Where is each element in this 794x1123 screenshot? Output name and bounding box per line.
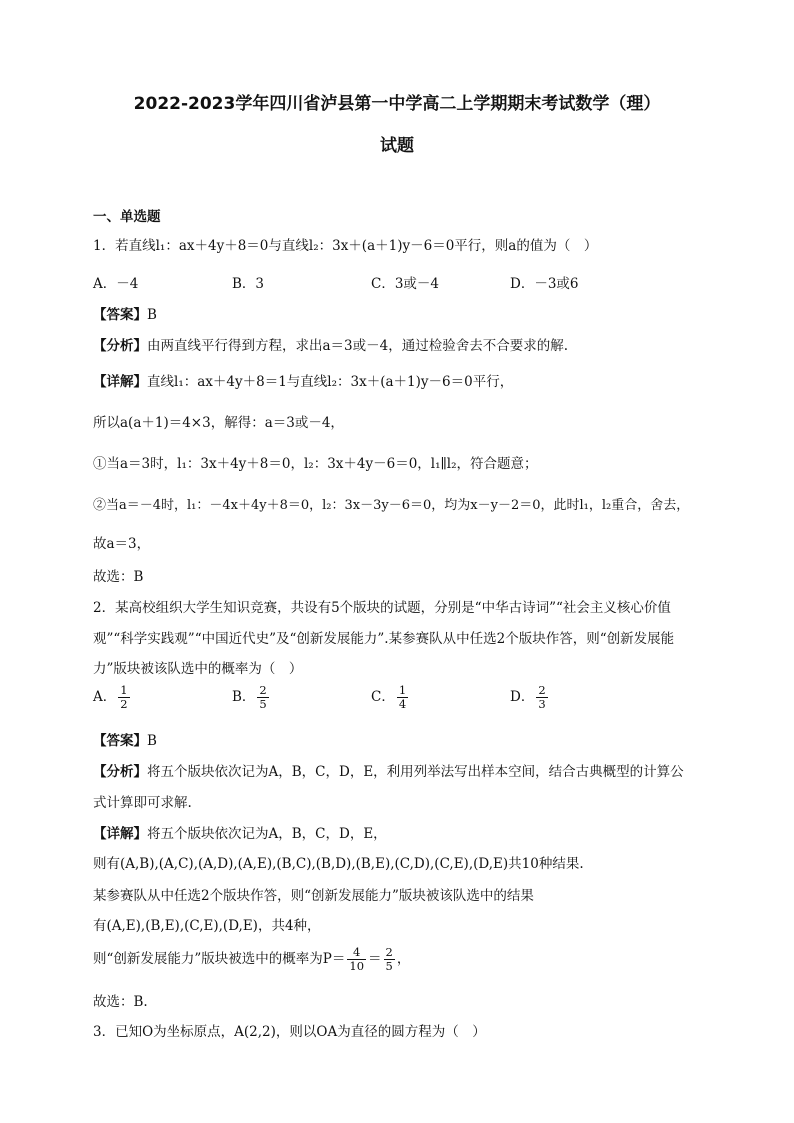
- numerator: 1: [398, 683, 407, 697]
- question-1-answer: [93, 303, 157, 323]
- detail-line: 故a＝3，: [93, 536, 151, 552]
- question-1-option-d: D．－3或6: [510, 276, 579, 292]
- punctuation: ，: [396, 951, 411, 967]
- denominator: 10: [349, 959, 365, 973]
- question-1-conclusion: 故选：B: [93, 569, 144, 585]
- detail-line-probability: [93, 946, 410, 973]
- option-label: C．: [371, 689, 395, 705]
- detail-line: 则有(A,B),(A,C),(A,D),(A,E),(B,C),(B,D),(B,E),(C,D),(C,E),(D,E)共10种结果.: [93, 856, 584, 872]
- section-heading: 一、单选题: [93, 209, 161, 225]
- denominator: 3: [538, 697, 546, 711]
- fraction: [347, 946, 366, 973]
- answer-tag: 【答案】: [93, 733, 147, 749]
- question-2-stem: 力”版块被该队选中的概率为（ ）: [93, 661, 303, 677]
- question-2-option-c: [371, 684, 410, 711]
- detail-line: 某参赛队从中任选2个版块作答，则“创新发展能力”版块被该队选中的结果: [93, 888, 534, 904]
- fraction: [257, 684, 268, 711]
- answer-tag: 【答案】: [93, 307, 147, 323]
- numerator: 1: [120, 683, 128, 697]
- analysis-tag: 【分析】: [93, 338, 147, 354]
- question-2-analysis: [93, 760, 684, 780]
- detail-tag: 【详解】: [93, 374, 147, 390]
- question-1-detail: [93, 370, 513, 390]
- analysis-line: 式计算即可求解.: [93, 795, 192, 811]
- fraction: [118, 684, 129, 711]
- denominator: 5: [385, 959, 393, 973]
- numerator: 2: [385, 945, 393, 959]
- question-2-conclusion: 故选：B.: [93, 994, 148, 1010]
- detail-tag: 【详解】: [93, 826, 147, 842]
- detail-line: ②当a＝－4时，l₁：－4x＋4y＋8＝0，l₂：3x－3y－6＝0，均为x－y－2＝0，此时l₁，l₂重合，舍去，: [93, 498, 690, 513]
- fraction: [536, 684, 547, 711]
- analysis-tag: 【分析】: [93, 764, 147, 780]
- question-3-stem: 3．已知O为坐标原点，A(2,2)，则以OA为直径的圆方程为（ ）: [93, 1024, 486, 1040]
- question-2-stem: 2．某高校组织大学生知识竞赛，共设有5个版块的试题，分别是“中华古诗词”“社会主义核心价值: [93, 600, 671, 616]
- numerator: 4: [347, 946, 366, 960]
- question-1-option-a: A．－4: [93, 276, 139, 292]
- question-1-stem: 1．若直线l₁：ax＋4y＋8＝0与直线l₂：3x＋(a＋1)y－6＝0平行，则a的值为（ ）: [93, 238, 598, 254]
- detail-line: 有(A,E),(B,E),(C,E),(D,E)，共4种，: [93, 918, 321, 934]
- fraction: [397, 684, 408, 711]
- detail-line: 所以a(a＋1)＝4×3，解得：a＝3或－4，: [93, 415, 344, 431]
- analysis-text: 将五个版块依次记为A，B，C，D，E，利用列举法写出样本空间，结合古典概型的计算公: [147, 764, 684, 780]
- equals-sign: ＝: [368, 951, 382, 967]
- question-1-analysis: [93, 334, 568, 354]
- document-title: 2022-2023学年四川省泸县第一中学高二上学期期末考试数学（理）: [133, 94, 661, 114]
- answer-value: B: [147, 307, 157, 323]
- numerator: 2: [259, 683, 267, 697]
- probability-text: 则“创新发展能力”版块被选中的概率为P＝: [93, 951, 346, 967]
- detail-text: 直线l₁：ax＋4y＋8＝1与直线l₂：3x＋(a＋1)y－6＝0平行，: [147, 374, 514, 390]
- fraction: [384, 946, 395, 973]
- denominator: 4: [398, 697, 407, 711]
- detail-text: 将五个版块依次记为A，B，C，D，E，: [147, 826, 387, 842]
- document-title-line2: 试题: [380, 136, 414, 156]
- numerator: 2: [538, 683, 546, 697]
- denominator: 5: [259, 697, 267, 711]
- question-1-option-b: B．3: [232, 276, 265, 292]
- option-label: A．: [93, 689, 117, 705]
- question-2-option-b: [232, 684, 271, 711]
- question-2-detail: [93, 822, 387, 842]
- question-1-option-c: C．3或－4: [371, 276, 440, 292]
- option-label: D．: [510, 689, 535, 705]
- denominator: 2: [120, 697, 128, 711]
- question-2-option-d: [510, 684, 550, 711]
- option-label: B．: [232, 689, 256, 705]
- detail-line: ①当a＝3时，l₁：3x＋4y＋8＝0，l₂：3x＋4y－6＝0，l₁∥l₂，符合题意；: [93, 456, 538, 472]
- question-2-answer: [93, 729, 157, 749]
- answer-value: B: [147, 733, 157, 749]
- question-2-option-a: [93, 684, 132, 711]
- question-2-stem: 观”“科学实践观”“中国近代史”及“创新发展能力”.某参赛队从中任选2个版块作答，则“创新发展能: [93, 631, 675, 647]
- analysis-text: 由两直线平行得到方程，求出a＝3或－4，通过检验舍去不合要求的解.: [147, 338, 569, 354]
